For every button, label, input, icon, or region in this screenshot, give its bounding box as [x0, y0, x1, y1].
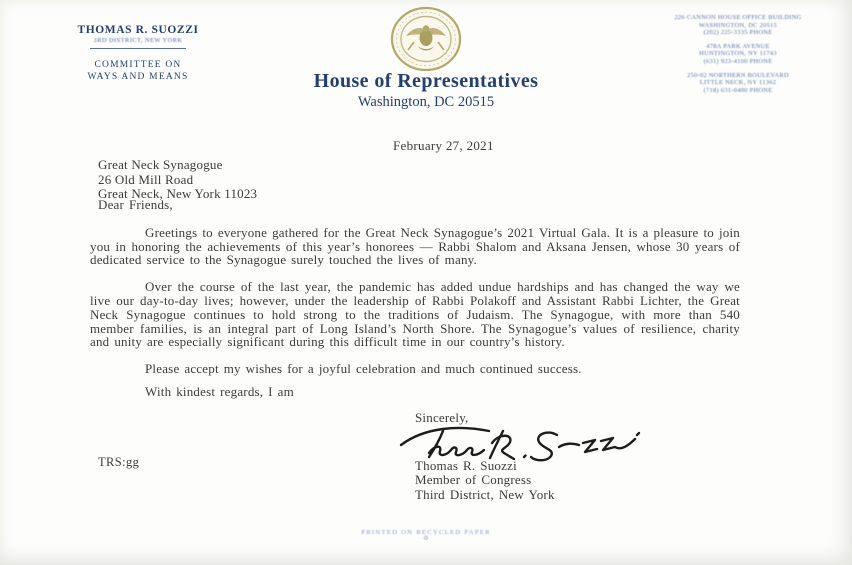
office-line: LITTLE NECK, NY 11362 — [699, 79, 777, 87]
member-name: THOMAS R. SUOZZI — [77, 24, 199, 36]
signoff: Sincerely, — [415, 409, 469, 425]
recipient-address — [98, 158, 257, 202]
org-name: House of Representatives — [313, 70, 539, 92]
letter-date: February 27, 2021 — [393, 138, 494, 153]
house-seal-icon — [388, 6, 464, 77]
closing-wish: Please accept my wishes for a joyful celebration and much continued success. — [145, 361, 582, 377]
member-district: 3RD DISTRICT, NEW YORK — [93, 37, 183, 44]
office-address — [628, 72, 848, 95]
office-line: 250-02 NORTHERN BOULEVARD — [687, 71, 789, 79]
reference-initials: TRS:gg — [98, 455, 140, 469]
regards-line: With kindest regards, I am — [145, 383, 294, 399]
recipient-line: Great Neck, New York 11023 — [98, 186, 258, 201]
committee-line-1: COMMITTEE ON — [94, 60, 182, 70]
paragraph: Greetings to everyone gathered for the Great Neck Synagogue’s 2021 Virtual Gala. It is a pleasure to join you in honoring the achievements of this year’s honorees — Rabbi Shalom and Aksana Jensen, whose 30 years of dedicated service to the Synagogue surely touched the lives of many. — [90, 224, 740, 268]
org-city: Washington, DC 20515 — [357, 94, 495, 110]
signature-block — [415, 411, 740, 502]
office-line: HUNTINGTON, NY 11743 — [699, 50, 777, 58]
recipient-line: Great Neck Synagogue — [98, 157, 223, 172]
paragraph: Over the course of the last year, the pandemic has added undue hardships and has changed the way we live our day-to-day lives; however, under the leadership of Rabbi Polakoff and Assistant Rabbi Lichter, the Great Neck Synagogue continues to hold strong to the traditions of Judaism. The Synagogue, with more than 540 member families, is an integral part of Long Island’s North Shore. The Synagogue’s values of resilience, charity and unity are especially significant during this difficult time in our country’s history. — [90, 279, 740, 350]
office-line: WASHINGTON, DC 20515 — [698, 21, 778, 29]
recipient-line: 26 Old Mill Road — [98, 171, 194, 187]
recycled-paper-note: PRINTED ON RECYCLED PAPER — [361, 529, 491, 536]
office-line: 478A PARK AVENUE — [706, 42, 770, 50]
salutation: Dear Friends, — [98, 197, 173, 212]
recycle-icon: ♻ — [423, 536, 429, 542]
office-address — [628, 43, 848, 66]
divider — [90, 48, 186, 49]
signer-title: Member of Congress — [415, 472, 532, 488]
office-line: (631) 923-4100 PHONE — [703, 57, 773, 65]
office-line: (718) 631-0400 PHONE — [703, 86, 773, 94]
committee-line-2: WAYS AND MEANS — [87, 72, 189, 82]
signer-name: Thomas R. Suozzi — [415, 457, 517, 473]
office-line: 226 CANNON HOUSE OFFICE BUILDING — [674, 14, 802, 21]
office-addresses — [628, 14, 848, 100]
signer-district: Third District, New York — [415, 486, 555, 502]
office-line: (202) 225-3335 PHONE — [703, 29, 773, 37]
office-address — [628, 14, 848, 37]
signer-lines — [415, 459, 740, 503]
footer — [0, 529, 852, 542]
letter-body — [90, 198, 740, 502]
